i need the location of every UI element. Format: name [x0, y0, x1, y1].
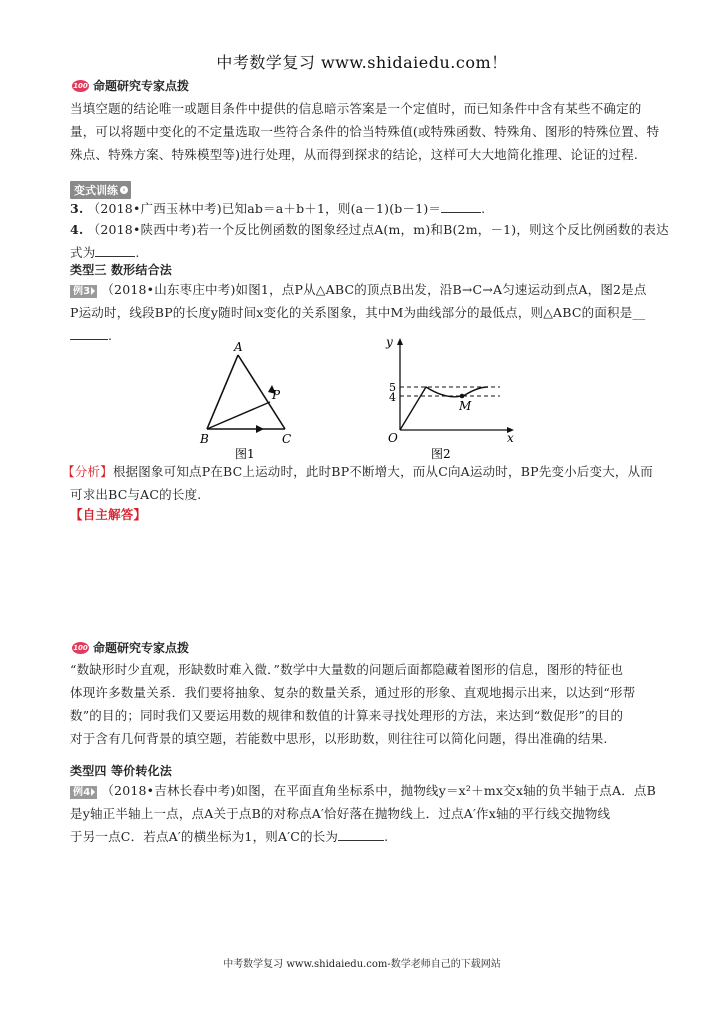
- tip2-line: 数”的目的；同时我们又要运用数的规律和数值的计算来寻找处理形的方法，来达到“数促形”的目的: [70, 708, 624, 723]
- tip1-line: 当填空题的结论唯一或题目条件中提供的信息暗示答案是一个定值时，而已知条件中含有某些不确定的: [70, 101, 642, 116]
- period: .: [384, 829, 389, 844]
- figure-1-caption: 图1: [235, 447, 255, 460]
- type4-heading: 类型四 等价转化法: [70, 764, 172, 778]
- graph-curve: [400, 387, 488, 430]
- page-footer: 中考数学复习 www.shidaiedu.com-数学老师自己的下载网站: [223, 959, 501, 970]
- arrow-bc-icon: [256, 425, 264, 433]
- label-c: C: [282, 432, 292, 446]
- figure-2-graph: [375, 335, 525, 460]
- example-text: 是y轴正半轴上一点，点A关于点B的对称点A′恰好落在抛物线上．过点A′作x轴的平行线交抛物线: [70, 806, 611, 821]
- tip-heading-2: [72, 639, 189, 656]
- label-5: 5: [389, 381, 396, 394]
- label-x: x: [507, 431, 514, 445]
- label-y: y: [386, 335, 393, 349]
- period: .: [108, 328, 113, 343]
- circle-arrow-icon: ›: [120, 186, 128, 194]
- figure-1-triangle: [190, 335, 310, 460]
- tip-paragraph-2: [70, 658, 668, 750]
- question-number: 3.: [70, 201, 84, 216]
- answer-blank: [441, 200, 481, 213]
- example-4: [70, 779, 670, 848]
- tip2-line: 体现许多数量关系．我们要将抽象、复杂的数量关系，通过形的形象、直观地揭示出来，以达到“形帮: [70, 685, 636, 700]
- example-text: （2018•吉林长春中考)如图，在平面直角坐标系中，抛物线y＝x²＋mx交x轴的负半轴于点A．点B: [101, 783, 657, 798]
- triangle-arrow-icon: [91, 287, 95, 295]
- tip2-line: “数缺形时少直观，形缺数时难入微．”数学中大量数的问题后面都隐藏着图形的信息，图形的特征也: [70, 662, 624, 677]
- label-a: A: [234, 340, 243, 354]
- example-tag: [70, 786, 97, 799]
- triangle-arrow-icon: [91, 788, 95, 796]
- example-tag: [70, 285, 97, 298]
- question-4: [70, 218, 670, 264]
- badge-100-icon: 100: [73, 81, 88, 90]
- label-o: O: [388, 431, 398, 445]
- tip-paragraph-1: [70, 97, 660, 166]
- label-4: 4: [389, 391, 396, 404]
- label-b: B: [200, 432, 209, 446]
- question-text: （2018•陕西中考)若一个反比例函数的图象经过点A(m，m)和B(2m，－1)，则这个反比例函数的表达: [87, 222, 669, 237]
- figure-2-caption: 图2: [431, 447, 451, 460]
- analysis-text: 可求出BC与AC的长度.: [70, 487, 202, 502]
- variant-tag-label: 变式训练: [74, 184, 118, 197]
- question-number: 4.: [70, 222, 84, 237]
- analysis-text: 根据图象可知点P在BC上运动时，此时BP不断增大，而从C向A运动时，BP先变小后变大，从而: [112, 464, 653, 479]
- tip-heading-1: [72, 77, 189, 94]
- tip1-line: 殊点、特殊方案、特殊模型等)进行处理，从而得到探求的结论，这样可大大地简化推理、论证的过程.: [70, 147, 639, 162]
- analysis-tag: 【分析】: [62, 464, 113, 479]
- question-text: （2018•广西玉林中考)已知ab＝a＋b＋1，则(a－1)(b－1)＝: [87, 201, 442, 216]
- tip1-line: 量，可以将题中变化的不定量选取一些符合条件的恰当特殊值(或特殊函数、特殊角、图形的特殊位置、特: [70, 124, 660, 139]
- label-m: M: [459, 399, 472, 413]
- question-text: 式为: [70, 245, 96, 260]
- variant-tag: [70, 179, 131, 199]
- period: .: [135, 245, 140, 260]
- label-p: P: [272, 388, 281, 402]
- example-text: （2018•山东枣庄中考)如图1，点P从△ABC的顶点B出发，沿B→C→A匀速运动到点A，图2是点: [101, 282, 647, 297]
- self-answer-label: 【自主解答】: [70, 507, 147, 522]
- y-axis-arrow-icon: [397, 338, 403, 345]
- tip-title: 命题研究专家点拨: [93, 641, 190, 655]
- tip-title: 命题研究专家点拨: [93, 79, 190, 93]
- type3-heading: 类型三 数形结合法: [70, 263, 172, 277]
- answer-blank: [338, 828, 384, 841]
- example-tag-label: 例4: [73, 787, 91, 798]
- example-text: P运动时，线段BP的长度y随时间x变化的关系图象，其中M为曲线部分的最低点，则△ABC的面积是__: [70, 305, 646, 320]
- page-header: 中考数学复习 www.shidaiedu.com！: [216, 53, 508, 72]
- period: .: [481, 201, 486, 216]
- badge-100-icon: 100: [73, 643, 88, 652]
- example-text: 于另一点C．若点A′的横坐标为1，则A′C的长为: [70, 829, 339, 844]
- answer-blank: [70, 327, 108, 340]
- answer-blank: [95, 244, 135, 257]
- example-tag-label: 例3: [73, 286, 91, 297]
- point-m: [460, 394, 465, 399]
- example-3: [70, 278, 670, 347]
- analysis: [62, 460, 667, 506]
- question-3: [70, 197, 670, 220]
- tip2-line: 对于含有几何背景的填空题，若能数中思形，以形助数，则往往可以简化问题，得出准确的结果.: [70, 731, 608, 746]
